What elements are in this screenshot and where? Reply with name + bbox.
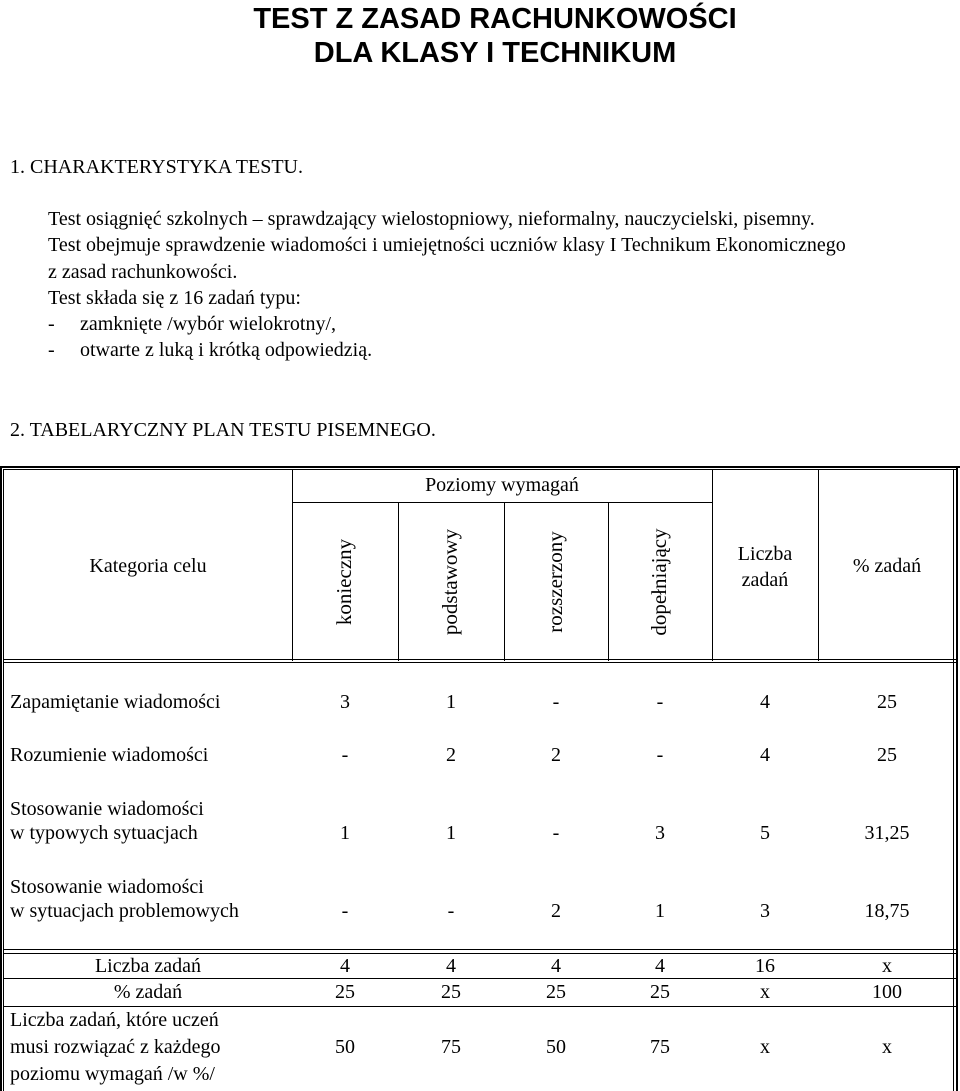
table-cell: 2 — [551, 744, 561, 766]
table-cell: 4 — [760, 691, 770, 713]
row-label: Rozumienie wiadomości — [10, 744, 209, 766]
table-cell: 3 — [340, 691, 350, 713]
table-cell: 4 — [340, 955, 350, 977]
table-cell: x — [882, 955, 892, 977]
table-cell: 1 — [446, 691, 456, 713]
level-header-dopelniajacy: dopełniający — [647, 528, 671, 636]
table-cell: 2 — [446, 744, 456, 766]
table-cell: 4 — [446, 955, 456, 977]
table-cell: 3 — [760, 900, 770, 922]
table-cell: 2 — [551, 900, 561, 922]
table-cell: x — [882, 1036, 892, 1058]
row-label: Stosowanie wiadomości — [10, 876, 204, 898]
row-label: w typowych sytuacjach — [10, 822, 198, 844]
level-header-konieczny: konieczny — [332, 538, 356, 626]
table-cell: 25 — [877, 744, 897, 766]
row-label: Zapamiętanie wiadomości — [10, 691, 221, 713]
list-item-bullet: - — [48, 313, 55, 335]
table-cell: 4 — [760, 744, 770, 766]
title-line-1: TEST Z ZASAD RACHUNKOWOŚCI — [253, 3, 737, 35]
last-row-label-2: musi rozwiązać z każdego — [10, 1036, 221, 1058]
document-title — [0, 2, 960, 70]
count-header — [712, 543, 818, 591]
table-cell: x — [760, 1036, 770, 1058]
table-cell: - — [341, 900, 349, 922]
table-cell: 3 — [655, 822, 665, 844]
table-cell: 25 — [546, 981, 566, 1003]
test-plan-table — [0, 466, 960, 1091]
table-cell: 18,75 — [864, 900, 910, 922]
table-cell: - — [447, 900, 455, 922]
list-item-text: zamknięte /wybór wielokrotny/, — [80, 313, 337, 335]
last-row-label-1: Liczba zadań, które uczeń — [10, 1009, 219, 1031]
level-header-rozszerzony: rozszerzony — [543, 531, 567, 633]
table-cell: 25 — [335, 981, 355, 1003]
count-header-line-2: zadań — [741, 569, 789, 591]
table-cell: 1 — [446, 822, 456, 844]
table-cell: 25 — [441, 981, 461, 1003]
table-cell: - — [341, 744, 349, 766]
section-1-heading: 1. CHARAKTERYSTYKA TESTU. — [10, 156, 303, 178]
table-cell: 50 — [335, 1036, 355, 1058]
count-header-line-1: Liczba — [737, 543, 793, 565]
percent-header: % zadań — [852, 555, 922, 577]
table-cell: 4 — [551, 955, 561, 977]
table-cell: 31,25 — [864, 822, 910, 844]
table-cell: 5 — [760, 822, 770, 844]
level-header-podstawowy: podstawowy — [438, 528, 462, 636]
table-cell: 25 — [650, 981, 670, 1003]
table-cell: - — [552, 822, 560, 844]
summary-label: Liczba zadań — [94, 955, 202, 977]
table-cell: 4 — [655, 955, 665, 977]
list-item-text: otwarte z luką i krótką odpowiedzią. — [80, 339, 373, 361]
table-cell: - — [552, 691, 560, 713]
list-item-bullet: - — [48, 339, 55, 361]
row-label: w sytuacjach problemowych — [10, 900, 239, 922]
table-cell: 1 — [655, 900, 665, 922]
table-cell: 16 — [755, 955, 775, 977]
paragraph-3: z zasad rachunkowości. — [48, 261, 238, 283]
table-cell: 25 — [877, 691, 897, 713]
row-label: Stosowanie wiadomości — [10, 798, 204, 820]
table-cell: 50 — [546, 1036, 566, 1058]
table-cell: x — [760, 981, 770, 1003]
levels-header: Poziomy wymagań — [425, 474, 579, 496]
paragraph-4: Test składa się z 16 zadań typu: — [48, 287, 301, 309]
paragraph-2: Test obejmuje sprawdzenie wiadomości i umiejętności uczniów klasy I Technikum Ekonomicznego — [48, 234, 846, 256]
paragraph-1: Test osiągnięć szkolnych – sprawdzający wielostopniowy, nieformalny, nauczycielski, pisemny. — [48, 208, 815, 230]
title-line-2: DLA KLASY I TECHNIKUM — [313, 37, 677, 69]
table-cell: - — [656, 691, 664, 713]
table-cell: 1 — [340, 822, 350, 844]
summary-label: % zadań — [113, 981, 183, 1003]
last-row-label-3: poziomu wymagań /w %/ — [10, 1063, 215, 1085]
table-cell: 75 — [650, 1036, 670, 1058]
table-cell: - — [656, 744, 664, 766]
section-2-heading: 2. TABELARYCZNY PLAN TESTU PISEMNEGO. — [10, 419, 436, 441]
table-cell: 75 — [441, 1036, 461, 1058]
table-cell: 100 — [872, 981, 902, 1003]
category-header: Kategoria celu — [89, 555, 207, 577]
